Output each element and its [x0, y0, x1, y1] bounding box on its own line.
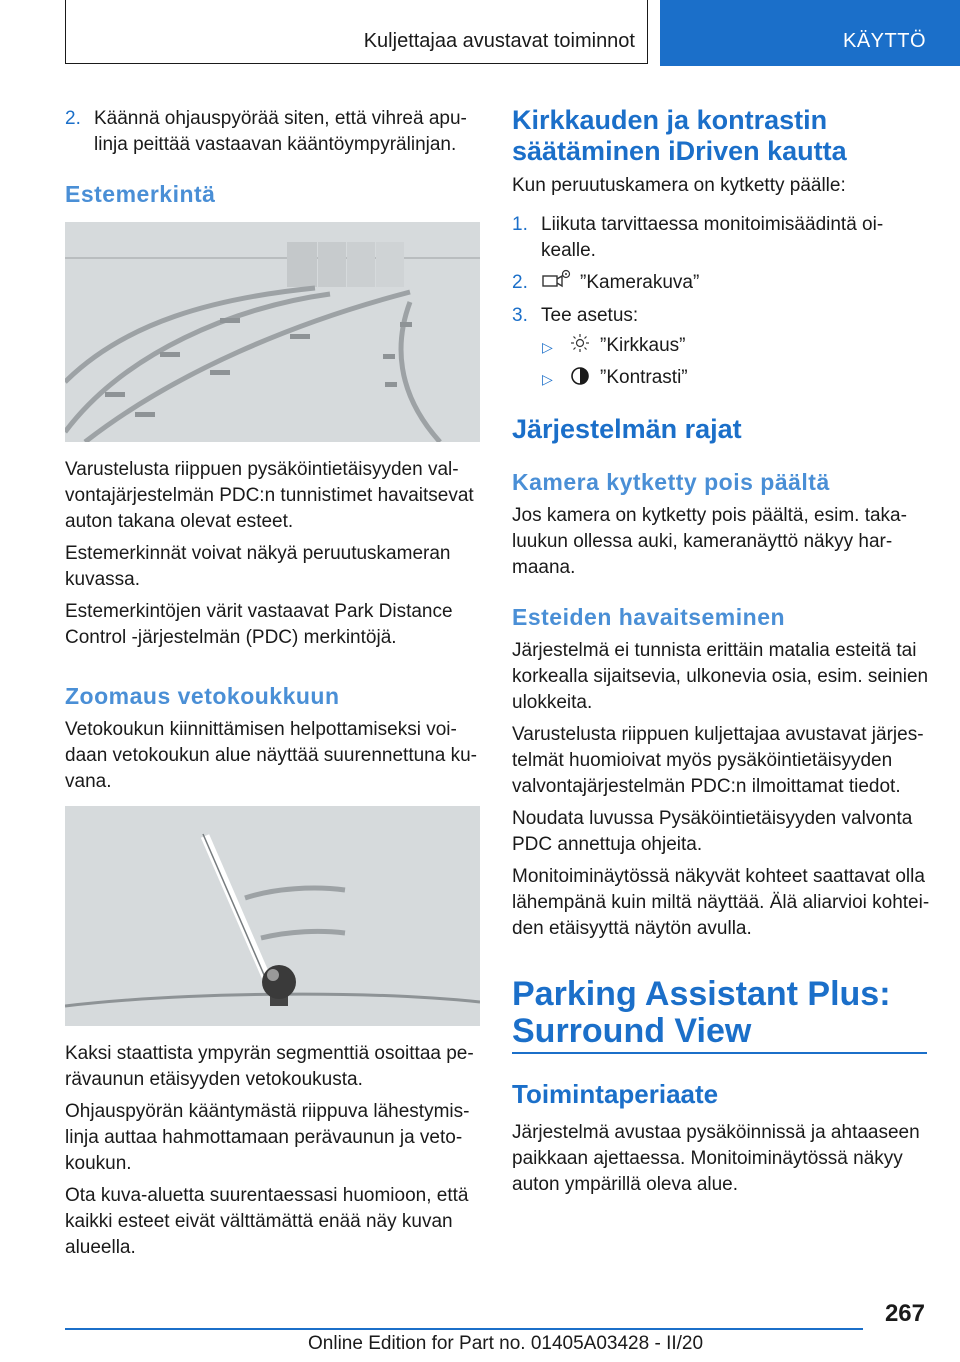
paragraph-line: kaikki esteet eivät välttämättä enää näy kuvan [65, 1211, 453, 1232]
page-number: 267 [884, 1300, 925, 1327]
paragraph-line: maana. [512, 557, 576, 578]
paragraph-line: Control -järjestelmän (PDC) merkintöjä. [65, 627, 397, 648]
step-number: 2. [512, 272, 528, 293]
header-tab-label: KÄYTTÖ [842, 30, 926, 52]
heading-zoomaus: Zoomaus vetokoukkuun [65, 683, 340, 709]
tow-hook-illustration [65, 806, 480, 1026]
paragraph-line: Varustelusta riippuen pysäköintietäisyyden val‐ [65, 459, 459, 480]
bullet-text: ”Kirkkaus” [600, 335, 686, 356]
paragraph-line: vontajärjestelmän PDC:n tunnistimet havaitsevat [65, 485, 474, 506]
paragraph-line: Kaksi staattista ympyrän segmenttiä osoittaa pe‐ [65, 1043, 474, 1064]
paragraph-line: Järjestelmä ei tunnista erittäin matalia esteitä tai [512, 640, 917, 661]
paragraph-line: Estemerkinnät voivat näkyä peruutuskameran [65, 543, 451, 564]
paragraph-line: daan vetokoukun alue näyttää suurennettuna ku‐ [65, 745, 477, 766]
heading-underline [512, 1052, 927, 1054]
paragraph-line: telmät huomioivat myös pysäköintietäisyyden [512, 750, 893, 771]
tow-hook-zoom-figure [65, 806, 480, 1026]
paragraph-line: linja auttaa hahmottamaan perävaunun ja veto‐ [65, 1127, 463, 1148]
step-text: kealle. [541, 240, 596, 261]
paragraph-line: den etäisyyttä näytön avulla. [512, 918, 752, 939]
paragraph-line: lähempänä kuin miltä näyttää. Älä aliarvioi kohtei‐ [512, 892, 930, 913]
bullet-triangle-icon: ▷ [542, 339, 553, 355]
heading-kamera-pois: Kamera kytketty pois päältä [512, 469, 830, 495]
heading-rajat: Järjestelmän rajat [512, 414, 742, 444]
paragraph-line: Järjestelmä avustaa pysäköinnissä ja ahtaaseen [512, 1122, 920, 1143]
step-number: 2. [65, 108, 81, 129]
step-text: linja peittää vastaavan kääntöympyrälinjan. [94, 134, 457, 155]
paragraph-line: rävaunun etäisyyden vetokoukusta. [65, 1069, 363, 1090]
paragraph-line: ulokkeita. [512, 692, 593, 713]
paragraph-line: vana. [65, 771, 112, 792]
step-number: 3. [512, 305, 528, 326]
paragraph-line: Ota kuva-aluetta suurentaessasi huomioon, että [65, 1185, 469, 1206]
paragraph-line: alueella. [65, 1237, 136, 1258]
heading-estemerkinta: Estemerkintä [65, 181, 216, 207]
paragraph-line: PDC annettuja ohjeita. [512, 834, 703, 855]
header-tab[interactable] [660, 0, 960, 66]
step-text: Liikuta tarvittaessa monitoimisäädintä oi‐ [541, 214, 884, 235]
heading-kirkkaus-line1: Kirkkauden ja kontrastin [512, 105, 828, 135]
contrast-icon [570, 366, 590, 386]
paragraph-line: kuvassa. [65, 569, 140, 590]
heading-toimintaperiaate: Toimintaperiaate [512, 1079, 719, 1109]
step-number: 1. [512, 214, 528, 235]
paragraph-line: Vetokoukun kiinnittämisen helpottamiseksi voi‐ [65, 719, 457, 740]
heading-parking-line2: Surround View [512, 1012, 752, 1050]
paragraph-line: Jos kamera on kytketty pois päältä, esim. taka‐ [512, 505, 907, 526]
bullet-triangle-icon: ▷ [542, 371, 553, 387]
bullet-text: ”Kontrasti” [600, 367, 688, 388]
heading-esteiden: Esteiden havaitseminen [512, 604, 786, 630]
heading-parking-line1: Parking Assistant Plus: [512, 975, 891, 1013]
camera-obstacle-figure [65, 222, 480, 442]
paragraph-line: Kun peruutuskamera on kytketty päälle: [512, 175, 846, 196]
step-text: ”Kamerakuva” [580, 272, 700, 293]
paragraph-line: auton ympärillä oleva alue. [512, 1174, 739, 1195]
step-text: Käännä ohjauspyörää siten, että vihreä apu‐ [94, 108, 467, 129]
camera-obstacle-illustration [65, 222, 480, 442]
step-text: Tee asetus: [541, 305, 639, 326]
camera-settings-icon [542, 268, 572, 290]
paragraph-line: koukun. [65, 1153, 132, 1174]
header-section-box [65, 0, 648, 64]
paragraph-line: Ohjauspyörän kääntymästä riippuva lähestymis‐ [65, 1101, 470, 1122]
paragraph-line: Noudata luvussa Pysäköintietäisyyden valvonta [512, 808, 913, 829]
brightness-icon [570, 333, 590, 353]
paragraph-line: auton takana olevat esteet. [65, 511, 294, 532]
paragraph-line: Monitoiminäytössä näkyvät kohteet saattavat olla [512, 866, 925, 887]
paragraph-line: paikkaan ajettaessa. Monitoiminäytössä näkyy [512, 1148, 903, 1169]
heading-kirkkaus-line2: säätäminen iDriven kautta [512, 136, 847, 166]
paragraph-line: luukun ollessa auki, kameranäyttö näkyy har‐ [512, 531, 893, 552]
paragraph-line: Estemerkintöjen värit vastaavat Park Distance [65, 601, 453, 622]
footer-rule [65, 1328, 863, 1330]
header-section-title: Kuljettajaa avustavat toiminnot [363, 30, 635, 52]
footer-edition: Online Edition for Part no. 01405A03428 - II/20 [308, 1333, 704, 1354]
paragraph-line: korkealla sijaitsevia, ulkonevia osia, esim. seinien [512, 666, 929, 687]
paragraph-line: valvontajärjestelmän PDC:n ilmoittamat tiedot. [512, 776, 901, 797]
paragraph-line: Varustelusta riippuen kuljettajaa avustavat järjes‐ [512, 724, 924, 745]
